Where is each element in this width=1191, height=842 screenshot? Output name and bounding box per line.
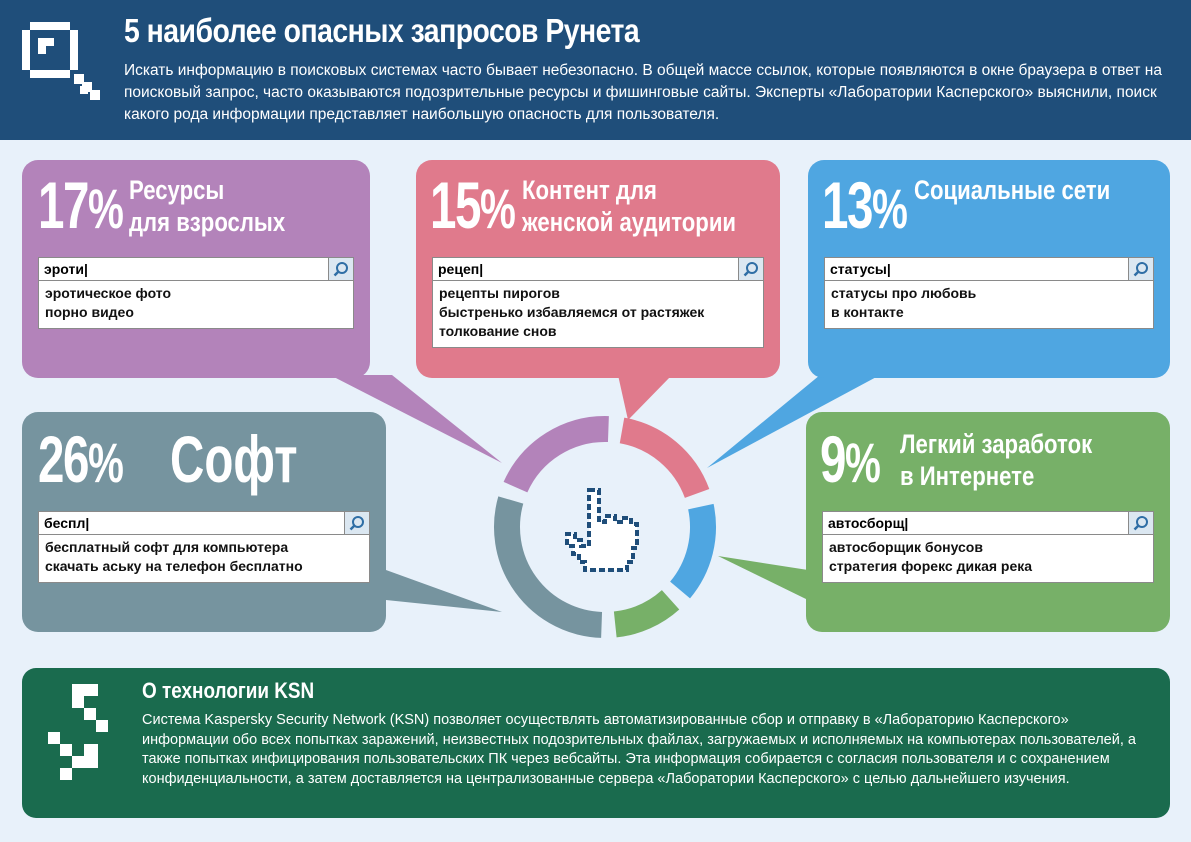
suggestion-item[interactable]: рецепты пирогов [439,285,560,301]
search-icon [333,261,349,277]
suggestion-item[interactable]: скачать аську на телефон бесплатно [45,558,303,574]
category-soft-panel [22,412,386,632]
percent-label: 26% [38,422,123,496]
category-social-panel [808,160,1170,378]
search-input[interactable]: автосборщ| [823,512,1153,535]
search-box [824,257,1154,329]
tail-women [618,375,672,420]
search-button[interactable] [344,512,369,534]
search-input[interactable]: эроти| [39,258,353,281]
category-title: Контент для женской аудитории [522,175,737,237]
donut-segment [515,429,608,487]
tail-money [718,556,808,600]
suggestion-list [39,281,353,328]
ksn-description: Система Kaspersky Security Network (KSN) позволяет осуществлять автоматизированные сбор и отправку в «Лабораторию Касперского» информации обо всех попытках заражений, неизвестных подозрительных файлах, загружаемых и исполняемых на компьютерах пользователей, а также попытках инфицирования пользовательских ПК через вебсайты. Эта информация собирается с согласия пользователя и с сохранением конфиденциальности, а затем доставляется на централизованные сервера «Лаборатории Касперского» с целью дальнейшего изучения. [142,712,1136,787]
donut-segment [615,600,670,625]
search-button[interactable] [1128,512,1153,534]
search-icon [349,515,365,531]
category-title: Социальные сети [914,175,1111,205]
page-description: Искать информацию в поисковых системах часто бывает небезопасно. В общей массе ссылок, которые появляются в окне браузера в ответ на поисковый запрос, часто оказываются подозрительные ресурсы и фишинговые сайты. Эксперты «Лаборатории Касперского» выяснили, поиск какого рода информации представляет наибольшую опасность для пользователя. [124,62,1162,123]
search-box [38,511,370,583]
category-title: Легкий заработок в Интернете [900,429,1093,491]
search-input[interactable]: рецеп| [433,258,763,281]
search-input[interactable]: беспл| [39,512,369,535]
search-box [822,511,1154,583]
suggestion-item[interactable]: бесплатный софт для компьютера [45,539,289,555]
suggestion-item[interactable]: автосборщик бонусов [829,539,983,555]
suggestion-item[interactable]: быстренько избавляемся от растяжек [439,304,705,320]
ksn-logo-icon [48,684,112,784]
suggestion-item[interactable]: эротическое фото [45,285,172,301]
search-icon [1133,261,1149,277]
page-title: 5 наиболее опасных запросов Рунета [124,12,640,49]
percent-label: 9% [820,422,880,496]
category-title: Ресурсы для взрослых [129,175,286,237]
suggestion-list [39,535,369,582]
ksn-info-box [22,668,1170,818]
category-money-panel [806,412,1170,632]
suggestion-item[interactable]: порно видео [45,304,134,320]
donut-segment [622,430,697,493]
search-button[interactable] [328,258,353,280]
suggestion-item[interactable]: статусы про любовь [831,285,977,301]
tail-soft [386,570,502,612]
percent-label: 13% [822,168,907,242]
category-title: Софт [170,422,298,496]
suggestion-item[interactable]: в контакте [831,304,904,320]
category-adult-panel [22,160,370,378]
search-icon [1133,515,1149,531]
suggestion-item[interactable]: толкование снов [439,323,557,339]
ksn-title: О технологии KSN [142,678,315,703]
suggestion-list [433,281,763,347]
suggestion-list [823,535,1153,582]
suggestion-list [825,281,1153,328]
percent-label: 17% [38,168,123,242]
search-box [432,257,764,348]
percent-label: 15% [430,168,515,242]
suggestion-item[interactable]: стратегия форекс дикая река [829,558,1033,574]
search-button[interactable] [738,258,763,280]
search-icon [743,261,759,277]
search-button[interactable] [1128,258,1153,280]
hand-cursor-icon [567,490,637,570]
donut-segment [680,507,703,590]
search-input[interactable]: статусы| [825,258,1153,281]
category-women-panel [416,160,780,378]
search-box [38,257,354,329]
